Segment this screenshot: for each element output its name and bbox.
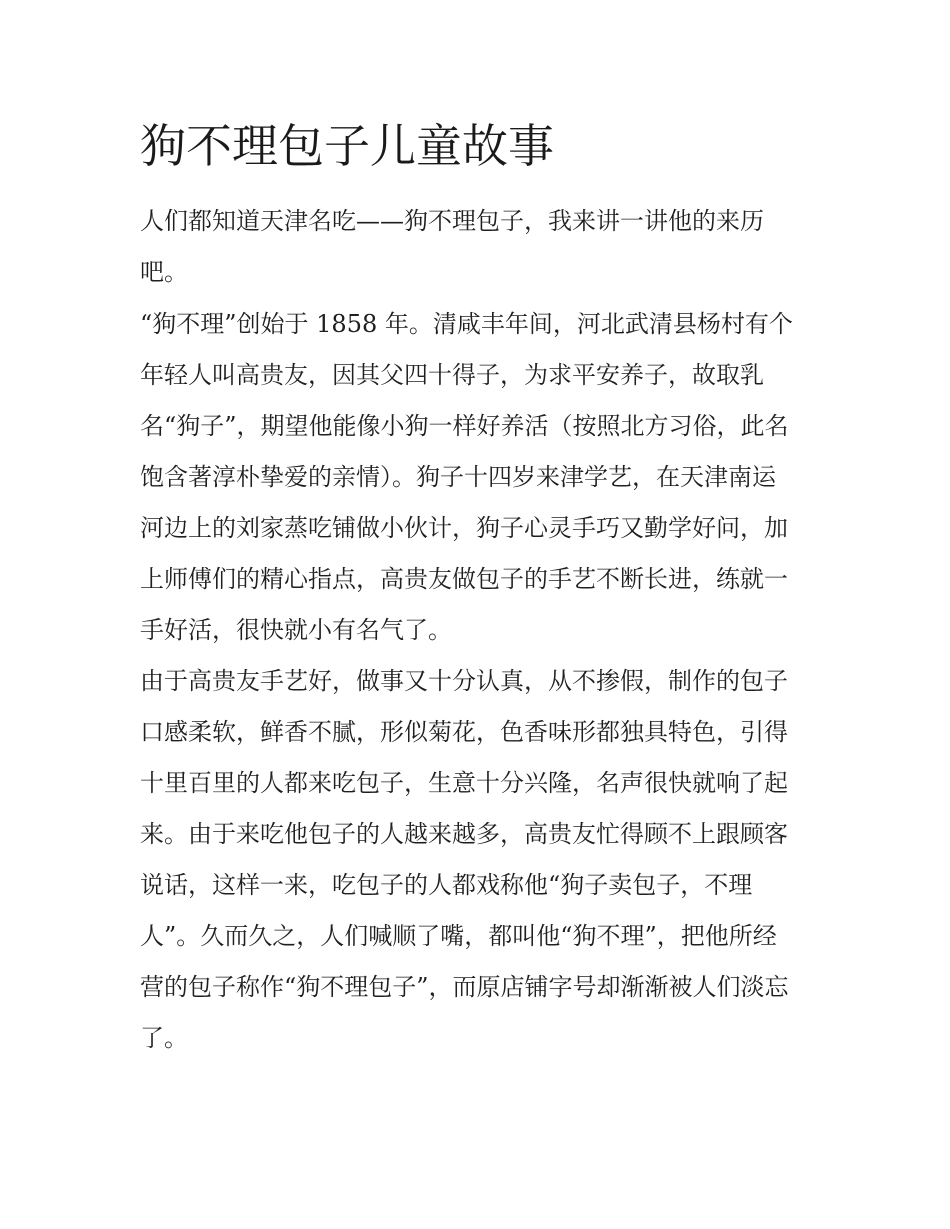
text-line: 口感柔软，鲜香不腻，形似菊花，色香味形都独具特色，引得 — [140, 718, 788, 746]
text-line: 人们都知道天津名吃——狗不理包子，我来讲一讲他的来历 — [140, 207, 764, 235]
text-line: 十里百里的人都来吃包子，生意十分兴隆，名声很快就响了起 — [140, 769, 788, 797]
text-line: 由于高贵友手艺好，做事又十分认真，从不掺假，制作的包子 — [140, 667, 788, 695]
document-title: 狗不理包子儿童故事 — [140, 119, 554, 173]
text-line: 来。由于来吃他包子的人越来越多，高贵友忙得顾不上跟顾客 — [140, 820, 788, 848]
text-line: 上师傅们的精心指点，高贵友做包子的手艺不断长进，练就一 — [140, 565, 788, 593]
text-line: 人”。久而久之，人们喊顺了嘴，都叫他“狗不理”，把他所经 — [140, 922, 777, 950]
text-line: 手好活，很快就小有名气了。 — [140, 616, 452, 644]
text-line: 饱含著淳朴挚爱的亲情）。狗子十四岁来津学艺，在天津南运 — [140, 463, 776, 491]
text-line: 河边上的刘家蒸吃铺做小伙计，狗子心灵手巧又勤学好问，加 — [140, 514, 788, 542]
text-line: “狗不理”创始于 1858 年。清咸丰年间，河北武清县杨村有个 — [140, 310, 793, 338]
text-line: 了。 — [140, 1024, 188, 1052]
text-line: 营的包子称作“狗不理包子”，而原店铺字号却渐渐被人们淡忘 — [140, 973, 789, 1001]
text-line: 说话，这样一来，吃包子的人都戏称他“狗子卖包子，不理 — [140, 871, 753, 899]
text-line: 年轻人叫高贵友，因其父四十得子，为求平安养子，故取乳 — [140, 361, 764, 389]
text-line: 吧。 — [140, 258, 188, 286]
text-line: 名“狗子”，期望他能像小狗一样好养活（按照北方习俗，此名 — [140, 412, 789, 440]
